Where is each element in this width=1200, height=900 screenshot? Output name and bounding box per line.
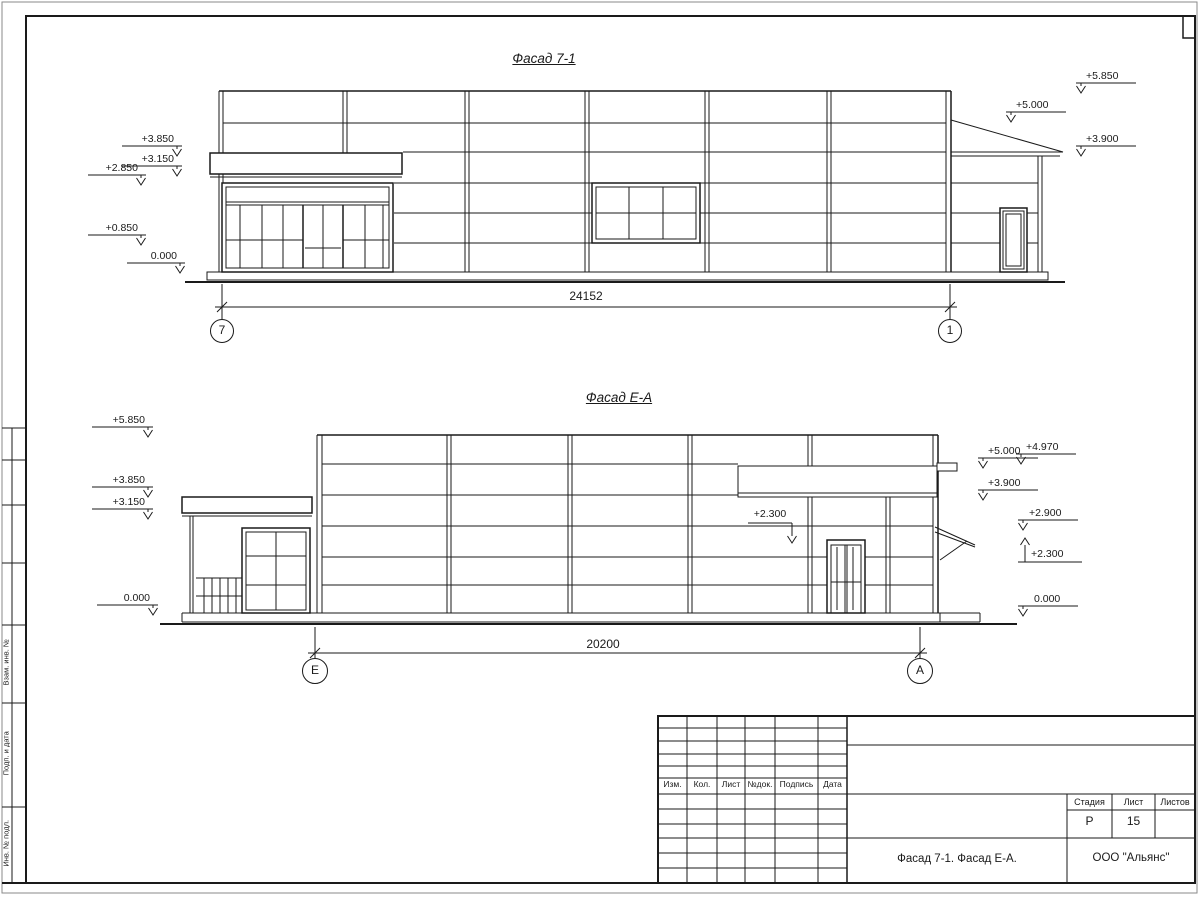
facade-7-1-annex [951,120,1063,272]
annex-door [1000,208,1027,272]
stage-label: Стадия [1074,797,1105,807]
grid-label-e: Е [310,663,319,677]
facade-e-a-title: Фасад Е-А [585,390,653,405]
titleblock-col-podpis: Подпись [779,779,814,789]
elevation-mark: +0.850 [105,222,138,234]
elevation-mark: 0.000 [123,592,150,604]
margin-label-vzam: Взам. инв. № [1,639,11,686]
margin-label-inv: Инв. № подл. [1,819,11,867]
facade-7-1-base [185,272,1065,282]
annex-roof-slope [951,120,1063,152]
entrance-canopy [210,153,402,177]
facade-e-a-door [827,540,865,613]
elevation-mark: +2.850 [105,162,138,174]
facade-7-1-dimension-text: 24152 [569,289,603,303]
elevation-mark: +3.150 [141,153,174,165]
titleblock-col-kol: Кол. [693,779,711,789]
side-canopy-bracket [935,527,975,560]
titleblock-col-data: Дата [823,779,842,789]
elevation-mark: +5.850 [1086,70,1119,82]
facade-7-1-title: Фасад 7-1 [512,51,576,66]
elevation-mark: +5.000 [988,445,1021,457]
facade-7-1-mullions [343,91,831,272]
grid-label-a: А [915,663,924,677]
company-name: ООО "Альянс" [1092,852,1170,864]
facade-7-1-window [592,183,700,243]
elevation-mark: +2.900 [1029,507,1062,519]
entrance-storefront [222,183,393,272]
elevation-mark: 0.000 [1034,593,1061,605]
grid-label-7: 7 [218,323,226,337]
stage-value: Р [1085,814,1094,828]
titleblock-col-list: Лист [721,779,741,789]
frame-corner-box [1183,16,1195,38]
elevation-mark: +2.300 [1031,548,1064,560]
elevation-mark: 0.000 [150,250,177,262]
elevation-mark: +3.150 [112,496,145,508]
facade-e-a-mullions [447,435,890,613]
margin-label-podp: Подп. и дата [1,731,11,776]
titleblock-col-ndok: №док. [747,779,773,789]
sheet-label: Лист [1123,797,1144,807]
fascia-band [738,463,957,497]
sheet-number: 15 [1126,814,1141,828]
elevation-mark: +3.850 [112,474,145,486]
porch [182,497,312,613]
porch-window [242,528,310,613]
sheets-label: Листов [1160,797,1190,807]
facade-e-a-dimension-text: 20200 [586,637,620,651]
fascia-end [937,463,957,471]
facade-e-a-dimension [303,627,933,684]
elevation-mark: +5.000 [1016,99,1049,111]
grid-label-1: 1 [946,323,954,337]
wall-elevation-mark: +2.300 [753,508,787,520]
document-title: Фасад 7-1. Фасад Е-А. [897,853,1017,865]
porch-railing [196,578,242,613]
elevation-mark: +4.970 [1026,441,1059,453]
porch-canopy [182,497,312,513]
elevation-mark: +3.900 [988,477,1021,489]
elevation-mark: +3.850 [141,133,174,145]
elevation-mark: +3.900 [1086,133,1119,145]
elevation-mark: +5.850 [112,414,145,426]
titleblock-col-izm: Изм. [663,779,682,789]
facade-e-a-base [160,613,1017,624]
